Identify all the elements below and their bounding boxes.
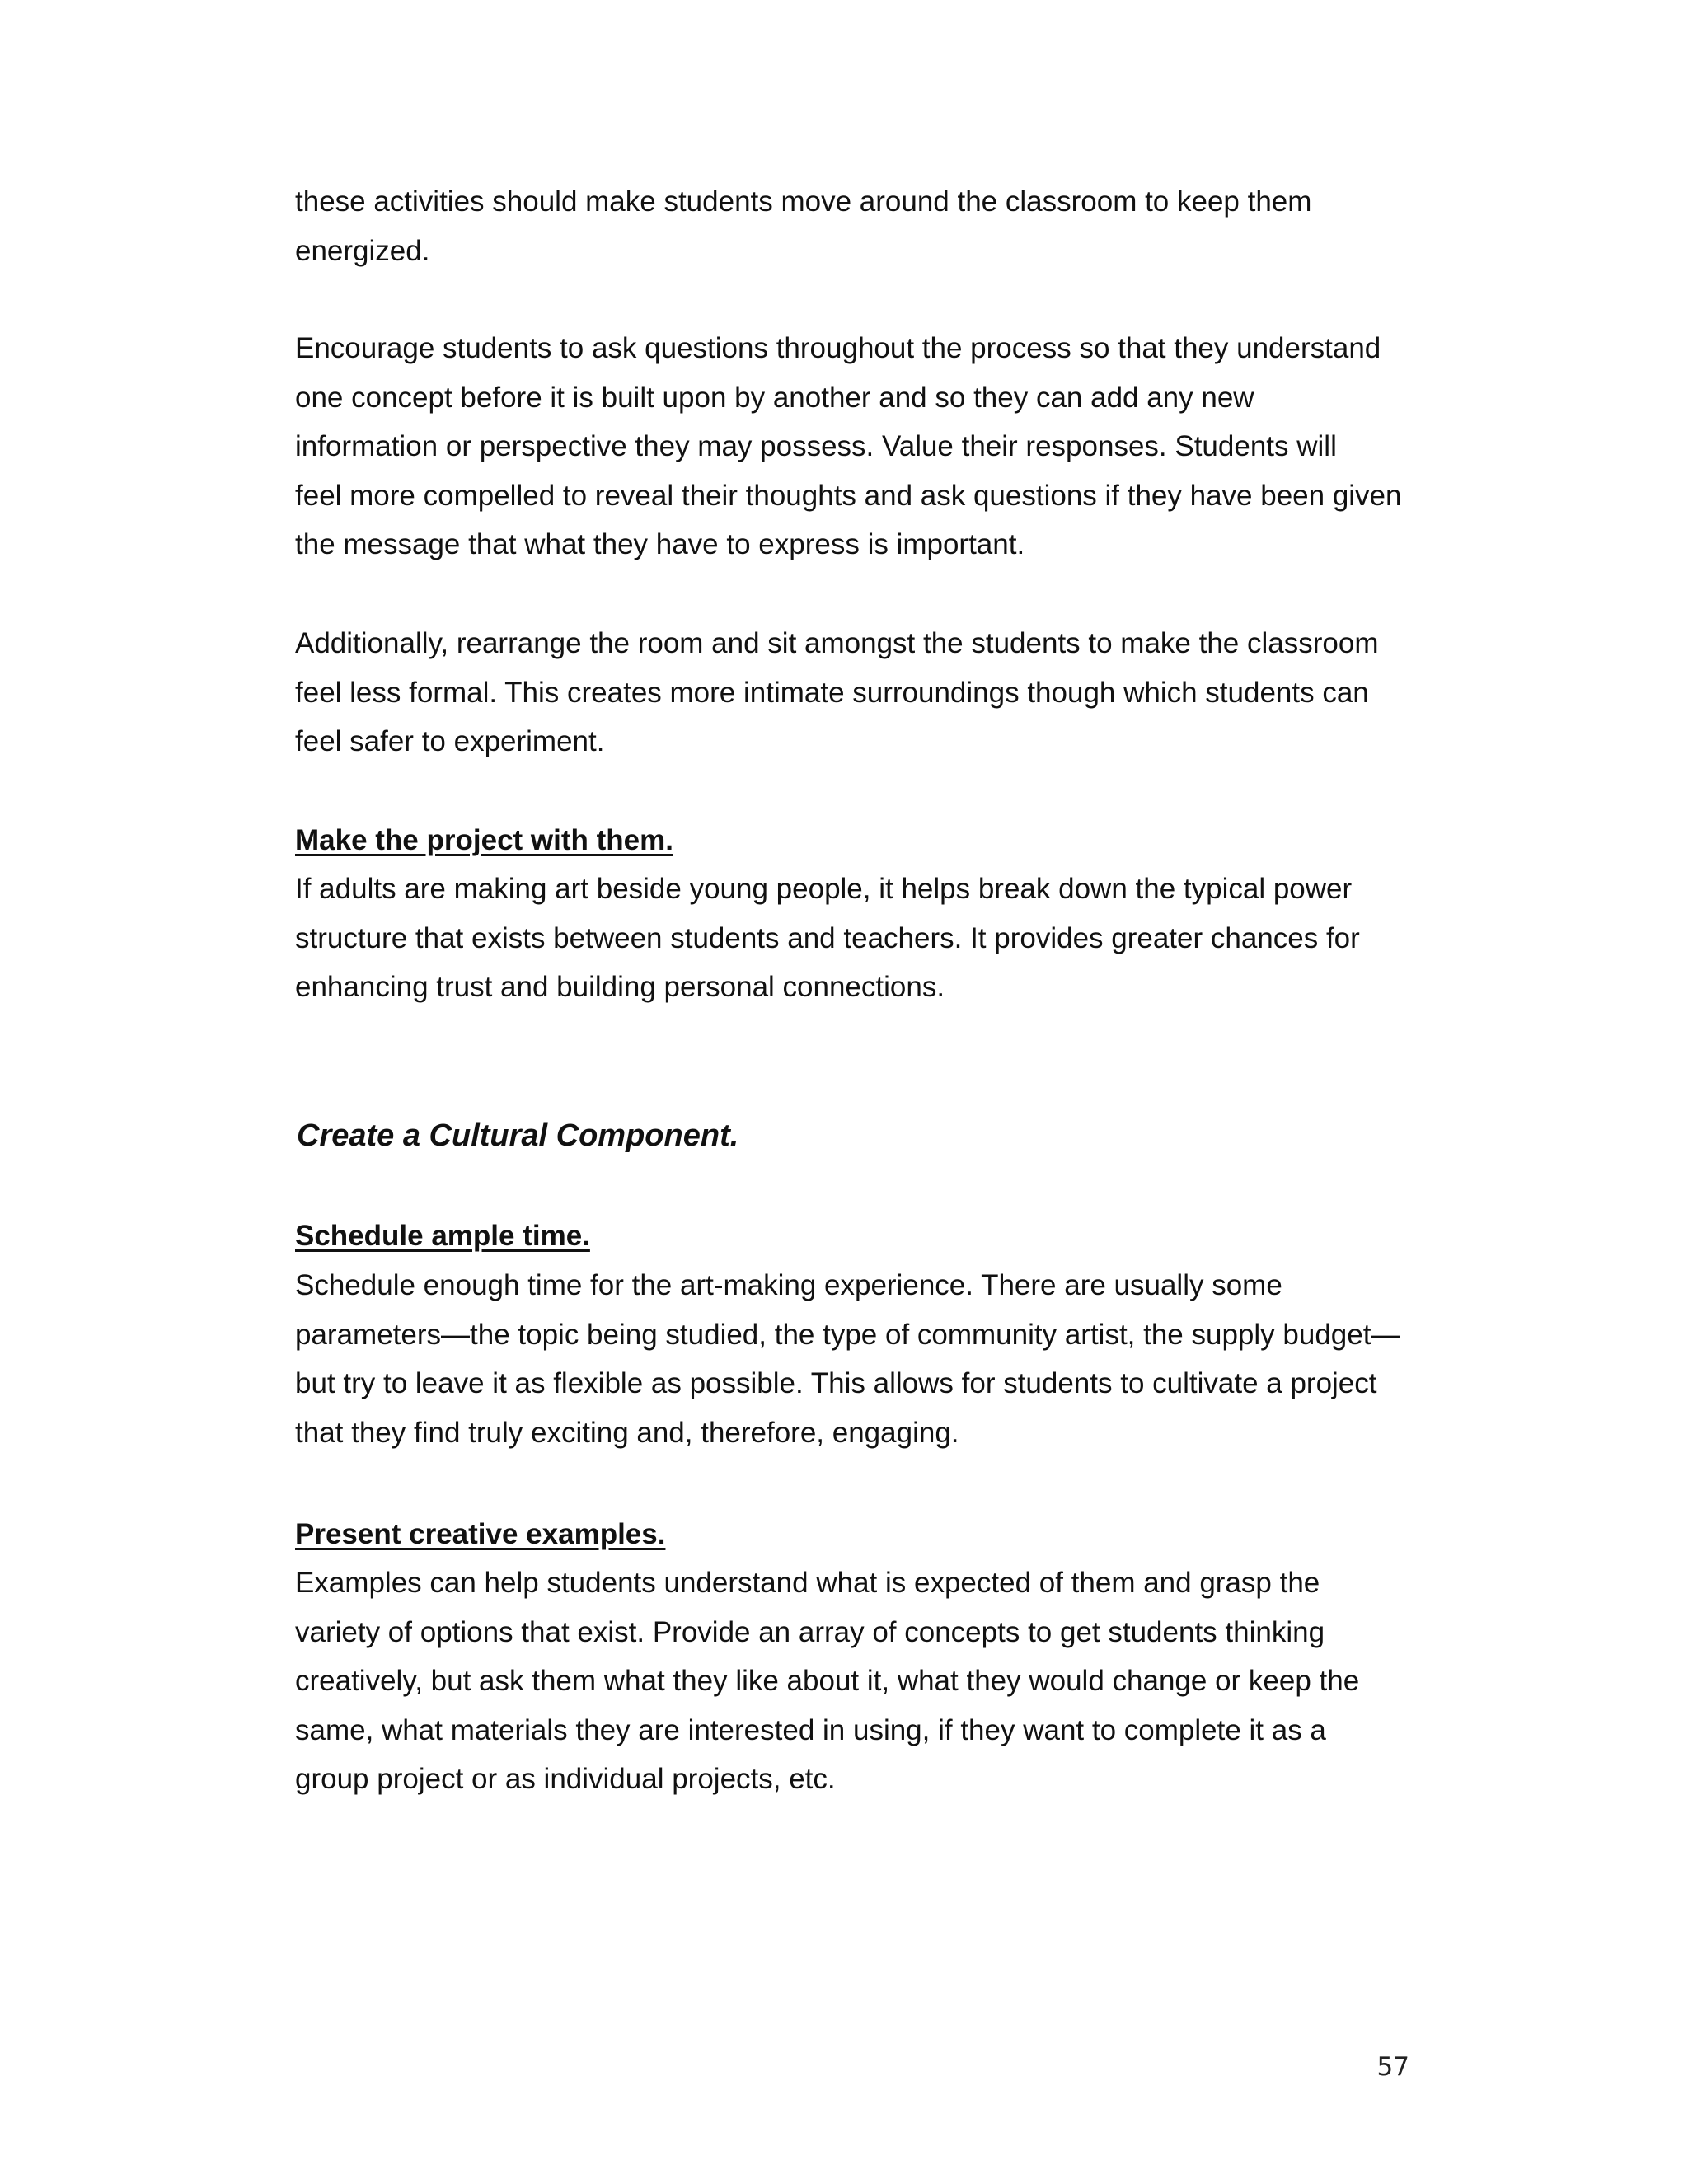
make-project-paragraph <box>295 865 1400 1012</box>
text-line: enhancing trust and building personal connections. <box>295 971 945 1003</box>
text-line: energized. <box>295 234 430 267</box>
text-line: feel more compelled to reveal their thoughts and ask questions if they have been given <box>295 479 1402 512</box>
text-line: these activities should make students move around the classroom to keep them <box>295 185 1312 218</box>
text-line: feel less formal. This creates more intimate surroundings though which students can <box>295 676 1369 709</box>
text-line: parameters—the topic being studied, the type of community artist, the supply budget— <box>295 1318 1400 1351</box>
text-line: group project or as individual projects, etc. <box>295 1763 836 1795</box>
schedule-time-paragraph <box>295 1261 1400 1457</box>
text-line: one concept before it is built upon by another and so they can add any new <box>295 381 1254 414</box>
paragraph-room <box>295 619 1400 766</box>
creative-examples-paragraph <box>295 1558 1400 1804</box>
text-line: Encourage students to ask questions throughout the process so that they understand <box>295 332 1381 364</box>
text-line: Examples can help students understand what is expected of them and grasp the <box>295 1567 1320 1599</box>
section-title: Create a Cultural Component. <box>297 1118 739 1153</box>
text-line: same, what materials they are interested in using, if they want to complete it as a <box>295 1713 1326 1746</box>
text-line: Additionally, rearrange the room and sit amongst the students to make the classroom <box>295 627 1379 659</box>
make-project-heading: Make the project with them. <box>295 824 673 856</box>
text-line: creatively, but ask them what they like about it, what they would change or keep the <box>295 1665 1360 1697</box>
text-line: Schedule enough time for the art-making experience. There are usually some <box>295 1269 1282 1301</box>
text-line: If adults are making art beside young people, it helps break down the typical power <box>295 873 1353 905</box>
paragraph-continued <box>295 177 1400 275</box>
text-line: information or perspective they may possess. Value their responses. Students will <box>295 430 1337 462</box>
paragraph-questions <box>295 324 1400 569</box>
page-number: 57 <box>1376 2052 1409 2082</box>
text-line: the message that what they have to express is important. <box>295 528 1025 560</box>
schedule-time-heading: Schedule ample time. <box>295 1220 590 1252</box>
text-line: variety of options that exist. Provide an array of concepts to get students thinking <box>295 1615 1325 1648</box>
text-line: that they find truly exciting and, therefore, engaging. <box>295 1416 959 1449</box>
creative-examples-heading: Present creative examples. <box>295 1518 666 1550</box>
text-line: feel safer to experiment. <box>295 725 605 757</box>
text-line: structure that exists between students and teachers. It provides greater chances for <box>295 921 1360 954</box>
text-line: but try to leave it as flexible as possible. This allows for students to cultivate a project <box>295 1367 1377 1399</box>
